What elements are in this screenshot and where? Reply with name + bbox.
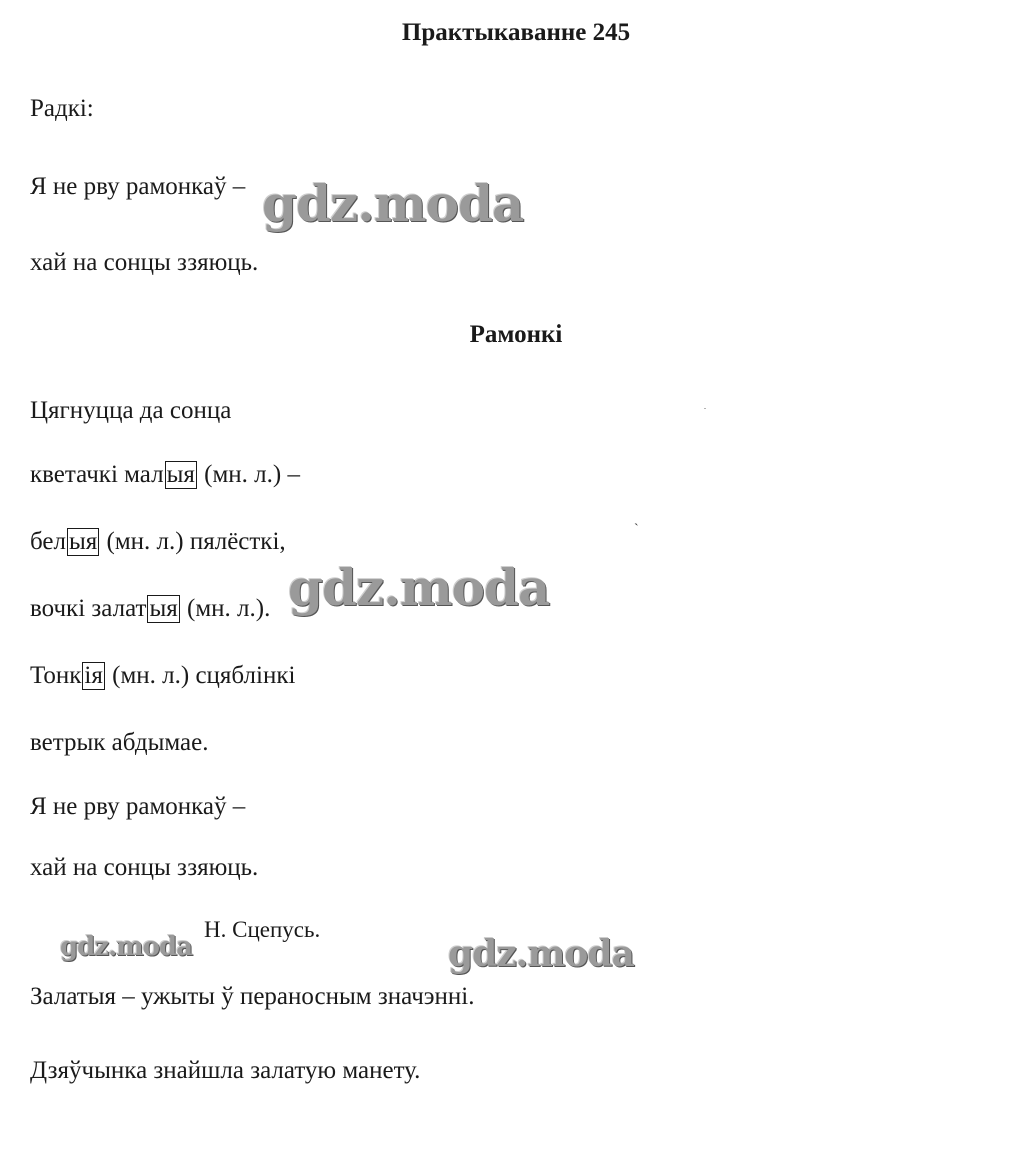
intro-label: Радкі:: [30, 95, 94, 122]
watermark-logo: gdz.moda: [288, 558, 550, 617]
poem-line-6: ветрык абдымае.: [30, 729, 209, 756]
poem-line-4-stem: вочкі залат: [30, 595, 147, 622]
page-title: Практыкаванне 245: [401, 19, 631, 46]
watermark-logo: gdz.moda: [60, 932, 193, 962]
poem-line-7: Я не рву рамонкаў –: [30, 793, 246, 820]
poem-line-5-rest: (мн. л.) сцяблінкі: [105, 662, 296, 689]
note-2: Дзяўчынка знайшла залатую манету.: [30, 1057, 421, 1084]
poem-title: Рамонкі: [469, 321, 563, 348]
poem-line-3-rest: (мн. л.) пялёсткі,: [100, 528, 286, 555]
poem-line-5: [30, 661, 295, 691]
poem-line-4-rest: (мн. л.).: [180, 595, 271, 622]
watermark-logo: gdz.moda: [262, 174, 524, 233]
poem-line-2-stem: кветачкі мал: [30, 461, 164, 488]
intro-line-2: хай на сонцы ззяюць.: [30, 249, 259, 276]
scan-speck: `: [634, 522, 639, 537]
poem-line-3: [30, 527, 286, 557]
poem-line-5-stem: Тонк: [30, 662, 82, 689]
ending-box: ыя: [166, 461, 195, 488]
poem-line-8: хай на сонцы ззяюць.: [30, 854, 259, 881]
poem-line-1: Цягнуцца да сонца: [30, 397, 232, 424]
ending-box: ія: [84, 662, 103, 689]
ending-box: ыя: [149, 595, 178, 622]
watermark-logo: gdz.moda: [448, 933, 634, 975]
ending-box: ыя: [68, 528, 98, 555]
scan-speck: .: [704, 402, 706, 411]
poem-line-4: [30, 594, 270, 624]
intro-line-1: Я не рву рамонкаў –: [30, 173, 246, 200]
poem-line-3-stem: бел: [30, 528, 66, 555]
poem-author: Н. Сцепусь.: [204, 917, 321, 942]
poem-line-2-rest: (мн. л.) –: [197, 461, 300, 488]
poem-line-2: [30, 460, 300, 490]
note-1: Залатыя – ужыты ў пераносным значэнні.: [30, 983, 475, 1010]
